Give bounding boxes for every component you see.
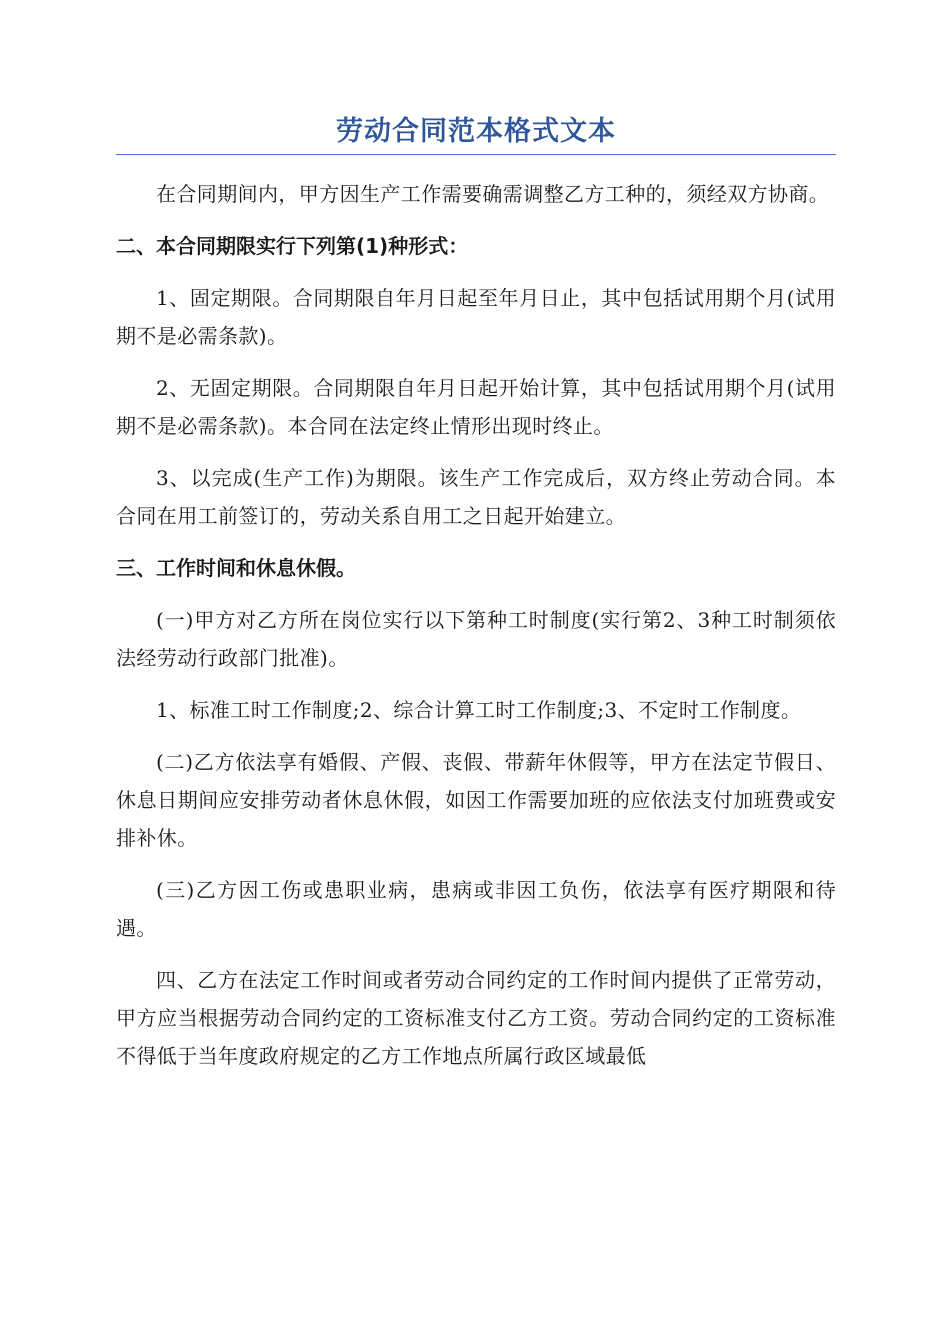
section-heading-contract-term: 二、本合同期限实行下列第(1)种形式： xyxy=(116,234,469,258)
paragraph-hours-system: (一)甲方对乙方所在岗位实行以下第种工时制度(实行第2、3种工时制须依法经劳动行政部门批准)。 xyxy=(116,608,836,670)
document-title: 劳动合同范本格式文本 xyxy=(116,108,836,155)
document-body xyxy=(116,175,836,1075)
paragraph-open-term: 2、无固定期限。合同期限自年月日起开始计算，其中包括试用期个月(试用期不是必需条款)。本合同在法定终止情形出现时终止。 xyxy=(116,376,836,438)
paragraph-leave: (二)乙方依法享有婚假、产假、丧假、带薪年休假等，甲方在法定节假日、休息日期间应安排劳动者休息休假，如因工作需要加班的应依法支付加班费或安排补休。 xyxy=(116,750,836,850)
paragraph-injury: (三)乙方因工伤或患职业病，患病或非因工负伤，依法享有医疗期限和待遇。 xyxy=(116,878,836,940)
paragraph-adjust-work-type: 在合同期间内，甲方因生产工作需要确需调整乙方工种的，须经双方协商。 xyxy=(156,182,830,206)
section-heading-work-hours: 三、工作时间和休息休假。 xyxy=(116,556,356,580)
paragraph-hours-options: 1、标准工时工作制度;2、综合计算工时工作制度;3、不定时工作制度。 xyxy=(156,698,802,722)
paragraph-task-term: 3、以完成(生产工作)为期限。该生产工作完成后，双方终止劳动合同。本合同在用工前签订的，劳动关系自用工之日起开始建立。 xyxy=(116,466,836,528)
paragraph-fixed-term: 1、固定期限。合同期限自年月日起至年月日止，其中包括试用期个月(试用期不是必需条款)。 xyxy=(116,286,836,348)
document-page xyxy=(116,108,836,1089)
paragraph-wages: 四、乙方在法定工作时间或者劳动合同约定的工作时间内提供了正常劳动，甲方应当根据劳动合同约定的工资标准支付乙方工资。劳动合同约定的工资标准不得低于当年度政府规定的乙方工作地点所属行政区域最低 xyxy=(116,968,836,1068)
